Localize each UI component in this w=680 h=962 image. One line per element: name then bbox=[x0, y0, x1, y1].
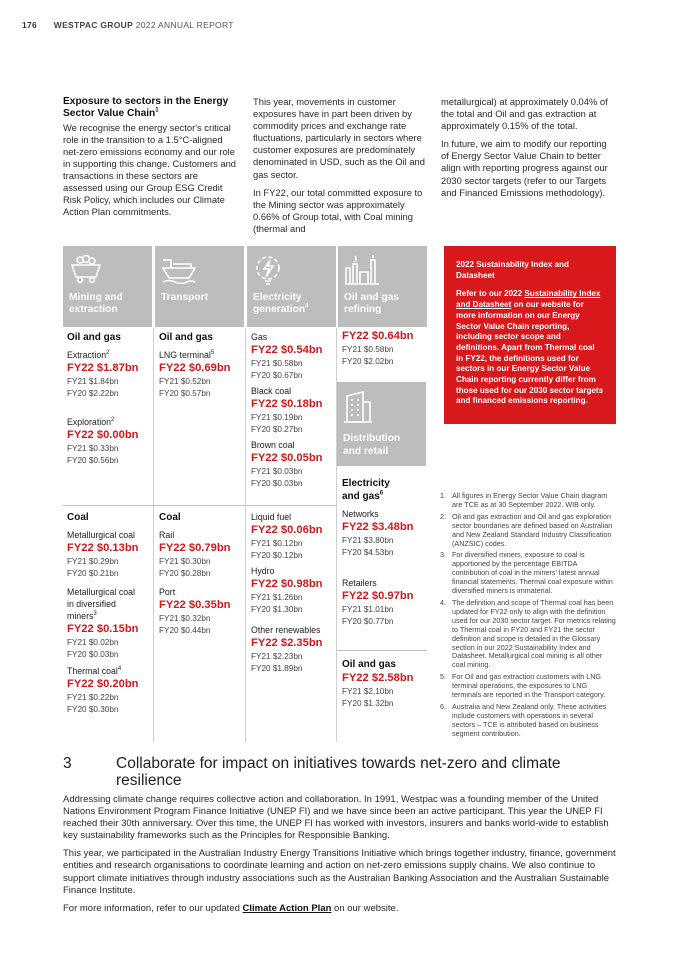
footnotes bbox=[440, 492, 616, 742]
page-number: 176 bbox=[22, 20, 38, 30]
refinery-icon bbox=[344, 254, 380, 286]
fy22-value: FY22 $0.35bn bbox=[159, 599, 231, 611]
section-title: Electricity and gas$^6$ bbox=[342, 478, 390, 502]
fy20-value: FY20 $0.56bn bbox=[67, 456, 119, 465]
intro-paragraph: This year, movements in customer exposures have in part been driven by commodity prices and exchange rate fluctuations, particularly in sectors where customer exposures are predominately denominated in USD, such as the Oil and gas sector. bbox=[253, 96, 425, 180]
fy20-value: FY20 $1.32bn bbox=[342, 699, 394, 708]
section-number: 3 bbox=[63, 755, 72, 772]
fy21-value: FY21 $0.03bn bbox=[251, 467, 303, 476]
sector-label: Extraction$^2$ bbox=[67, 350, 110, 360]
fy22-value: FY22 $2.58bn bbox=[342, 672, 414, 684]
callout-text: Refer to our 2022 Sustainability Index and Datasheet on our website for more information on our Energy Sector Value Chain reporting, including sector scope and definitions. Apart from Thermal coal in FY22, the definitions used for sectors in our Energy Sector Value Chain reporting currently differ from those used for our 2030 sector targets and financed emissions reporting. bbox=[456, 289, 604, 406]
electricity-fossil-section bbox=[251, 331, 339, 490]
fy21-value: FY21 $0.02bn bbox=[67, 638, 119, 647]
sector-label: Brown coal bbox=[251, 440, 295, 450]
callout-title: 2022 Sustainability Index and Datasheet bbox=[456, 260, 569, 280]
tile-label: Mining and extraction bbox=[69, 292, 123, 315]
fy21-value: FY21 $0.30bn bbox=[159, 557, 211, 566]
intro-paragraph: In future, we aim to modify our reporting of Energy Sector Value Chain to better align with reporting progress against our 2030 sector targets (refer to our Targets and Financed Emissions methodology). bbox=[441, 138, 608, 198]
intro-paragraph: In FY22, our total committed exposure to the Mining sector was approximately 0.66% of Group total, with Coal mining (thermal and bbox=[253, 186, 423, 234]
fy21-value: FY21 $0.12bn bbox=[251, 539, 303, 548]
tile-electricity-generation bbox=[247, 246, 336, 327]
sustainability-index-link[interactable]: Sustainability Index and Datasheet bbox=[456, 289, 601, 310]
fy22-value: FY22 $0.05bn bbox=[251, 452, 323, 464]
climate-action-plan-link[interactable]: Climate Action Plan bbox=[242, 902, 332, 914]
company-name: WESTPAC GROUP bbox=[53, 20, 134, 30]
intro-paragraph: metallurgical) at approximately 0.04% of the total and Oil and gas extraction at approximately 0.15% of the total. bbox=[441, 96, 608, 132]
fy20-value: FY20 $0.21bn bbox=[67, 569, 119, 578]
tile-mining-extraction bbox=[63, 246, 152, 327]
intro-column-2 bbox=[253, 96, 425, 241]
fy20-value: FY20 $0.03bn bbox=[67, 650, 119, 659]
fy22-value: FY22 $0.13bn bbox=[67, 542, 139, 554]
footnote: 5. For Oil and gas extraction customers with LNG terminal operations, the exposures to LNG terminals are reported in the Transport category. bbox=[440, 672, 606, 700]
fy20-value: FY20 $1.30bn bbox=[251, 605, 303, 614]
fy22-value: FY22 $0.18bn bbox=[251, 398, 323, 410]
section-3-body bbox=[63, 794, 618, 921]
fy22-value: FY22 $0.54bn bbox=[251, 344, 323, 356]
footnote: 6. Australia and New Zealand only. These activities include customers with operations in several sectors – TCE is attributed based on business segment contribution. bbox=[440, 701, 607, 738]
fy20-value: FY20 $0.12bn bbox=[251, 551, 303, 560]
fy21-value: FY21 $0.29bn bbox=[67, 557, 119, 566]
fy20-value: FY20 $0.77bn bbox=[342, 617, 394, 626]
page-header bbox=[22, 20, 234, 30]
fy20-value: FY20 $1.89bn bbox=[251, 664, 303, 673]
intro-heading: Exposure to sectors in the Energy Sector Value Chain$^1$ bbox=[63, 96, 229, 120]
fy22-value: FY22 $0.00bn bbox=[67, 429, 139, 441]
fy21-value: FY21 $0.19bn bbox=[251, 413, 303, 422]
fy20-value: FY20 $2.02bn bbox=[342, 357, 394, 366]
fy20-value: FY20 $0.44bn bbox=[159, 626, 211, 635]
fy22-value: FY22 $0.20bn bbox=[67, 678, 139, 690]
section-title: Oil and gas bbox=[67, 332, 121, 343]
row-divider bbox=[337, 650, 427, 651]
row-divider bbox=[246, 505, 336, 506]
body-paragraph: Addressing climate change requires collective action and collaboration. In 1991, Westpac was a founding member of the United Nations Environment Program Finance Initiative (UNEP FI) and we have since been an active participant. This year the UNEP FI reached their 30th anniversary. Over this time, the UNEP FI has worked with investors, insurers and banks world-wide to establish key sustainability frameworks such as the Principles for Responsible Banking. bbox=[63, 794, 609, 842]
fy22-value: FY22 $0.97bn bbox=[342, 590, 414, 602]
fy20-value: FY20 $0.57bn bbox=[159, 389, 211, 398]
body-paragraph: This year, we participated in the Australian Industry Energy Transitions Initiative which brings together industry, finance, government entities and research organisations to coordinate learning and action on net-zero emissions supply chains. We also continue to support climate initiatives through industry associations such as the Australian Banking Association and the Australian Sustainable Finance Institute. bbox=[63, 848, 616, 896]
section-title: Coal bbox=[159, 512, 181, 523]
row-divider bbox=[63, 505, 245, 506]
sector-label: Gas bbox=[251, 332, 268, 342]
fy22-value: FY22 $0.06bn bbox=[251, 524, 323, 536]
tile-transport bbox=[155, 246, 244, 327]
footnote: 1. All figures in Energy Sector Value Chain diagram are TCE as at 30 September 2022. WIB only. bbox=[440, 491, 608, 509]
sector-label: Thermal coal$^4$ bbox=[67, 666, 122, 676]
fy21-value: FY21 $0.58bn bbox=[251, 359, 303, 368]
transport-oil-gas-section bbox=[159, 331, 247, 400]
fy21-value: FY21 $1.84bn bbox=[67, 377, 119, 386]
footnote: 4. The definition and scope of Thermal coal has been updated for FY22 only to align with the definition used for our 2030 sector target. For metrics relating to Thermal coal in FY20 and FY21 the sector definition and scope is detailed in the Glossary section in our 2022 Sustainability Index and Datasheet. Metallurgical coal mining is all other coal mining. bbox=[440, 597, 616, 670]
mine-cart-icon bbox=[69, 254, 103, 284]
section-title: Oil and gas bbox=[342, 659, 396, 670]
report-name: 2022 ANNUAL REPORT bbox=[135, 20, 234, 30]
sector-label: Other renewables bbox=[251, 625, 321, 635]
electricity-other-section bbox=[251, 511, 339, 675]
intro-column-3 bbox=[441, 96, 617, 205]
tile-oil-gas-refining bbox=[338, 246, 427, 327]
footnote: 2. Oil and gas extraction and Oil and gas exploration sector boundaries are defined based on Australian and New Zealand Standard Industry Classification (ANZSIC) codes. bbox=[440, 511, 613, 548]
fy21-value: FY21 $2.10bn bbox=[342, 687, 394, 696]
fy20-value: FY20 $4.53bn bbox=[342, 548, 394, 557]
tanker-ship-icon bbox=[161, 254, 197, 284]
fy21-value: FY21 $3.80bn bbox=[342, 536, 394, 545]
sector-label: Hydro bbox=[251, 566, 275, 576]
sector-label: Liquid fuel bbox=[251, 512, 292, 522]
fy21-value: FY21 $0.33bn bbox=[67, 444, 119, 453]
sector-label: Retailers bbox=[342, 578, 377, 588]
transport-coal-section bbox=[159, 511, 247, 637]
fy20-value: FY20 $0.67bn bbox=[251, 371, 303, 380]
fy21-value: FY21 $2.23bn bbox=[251, 652, 303, 661]
oil-gas-refining-section bbox=[342, 329, 430, 368]
tile-label: Oil and gas refining bbox=[344, 292, 399, 315]
tile-label: Distribution and retail bbox=[343, 433, 401, 457]
sector-label: Rail bbox=[159, 530, 175, 540]
fy20-value: FY20 $0.27bn bbox=[251, 425, 303, 434]
power-bolt-icon bbox=[253, 254, 283, 286]
fy20-value: FY20 $0.03bn bbox=[251, 479, 303, 488]
sector-label: LNG terminal$^5$ bbox=[159, 350, 215, 360]
fy20-value: FY20 $2.22bn bbox=[67, 389, 119, 398]
mining-oil-gas-section bbox=[67, 331, 155, 467]
fy21-value: FY21 $0.22bn bbox=[67, 693, 119, 702]
fy21-value: FY21 $0.32bn bbox=[159, 614, 211, 623]
sustainability-index-callout bbox=[444, 246, 616, 424]
fy22-value: FY22 $1.87bn bbox=[67, 362, 139, 374]
fy22-value: FY22 $0.15bn bbox=[67, 623, 139, 635]
section-title: Coal bbox=[67, 512, 89, 523]
fy22-value: FY22 $0.98bn bbox=[251, 578, 323, 590]
fy22-value: FY22 $3.48bn bbox=[342, 521, 414, 533]
sector-label: Metallurgical coal in diversified miners$^3$ bbox=[67, 587, 135, 621]
section-title: Collaborate for impact on initiatives towards net-zero and climate resilience bbox=[116, 755, 561, 789]
fy21-value: FY21 $0.52bn bbox=[159, 377, 211, 386]
sector-label: Metallurgical coal bbox=[67, 530, 135, 540]
fy22-value: FY22 $0.64bn bbox=[342, 330, 414, 342]
section-title: Oil and gas bbox=[159, 332, 213, 343]
fy22-value: FY22 $0.69bn bbox=[159, 362, 231, 374]
fy22-value: FY22 $2.35bn bbox=[251, 637, 323, 649]
fy20-value: FY20 $0.28bn bbox=[159, 569, 211, 578]
distribution-electricity-section bbox=[342, 477, 430, 628]
body-paragraph: For more information, refer to our updated Climate Action Plan on our website. bbox=[63, 902, 399, 914]
footnote: 3. For diversified miners, exposure to coal is apportioned by the percentage EBITDA contribution of coal in the miners' latest annual financial statements. Thermal coal exposure within diversified miners is immaterial. bbox=[440, 550, 613, 596]
fy20-value: FY20 $0.30bn bbox=[67, 705, 119, 714]
fy21-value: FY21 $1.26bn bbox=[251, 593, 303, 602]
fy22-value: FY22 $0.79bn bbox=[159, 542, 231, 554]
tile-label: Transport bbox=[161, 292, 208, 303]
distribution-oil-gas-section bbox=[342, 658, 430, 710]
mining-coal-section bbox=[67, 511, 155, 716]
intro-column-1 bbox=[63, 96, 237, 225]
intro-paragraph: We recognise the energy sector's critical role in the transition to a 1.5°C-aligned net-zero emissions economy and our role in supporting this change. Customers and transactions in these sectors are assessed using our Group ESG Credit Risk Policy, which includes our Climate Action Plan commitments. bbox=[63, 121, 237, 218]
sector-label: Exploration$^2$ bbox=[67, 417, 115, 427]
sector-label: Port bbox=[159, 587, 176, 597]
building-icon bbox=[343, 390, 373, 424]
fy21-value: FY21 $0.58bn bbox=[342, 345, 394, 354]
fy21-value: FY21 $1.01bn bbox=[342, 605, 394, 614]
sector-label: Black coal bbox=[251, 386, 292, 396]
tile-label: Electricity generation$^4$ bbox=[253, 292, 309, 315]
tile-distribution-retail bbox=[337, 382, 426, 466]
sector-label: Networks bbox=[342, 509, 379, 519]
